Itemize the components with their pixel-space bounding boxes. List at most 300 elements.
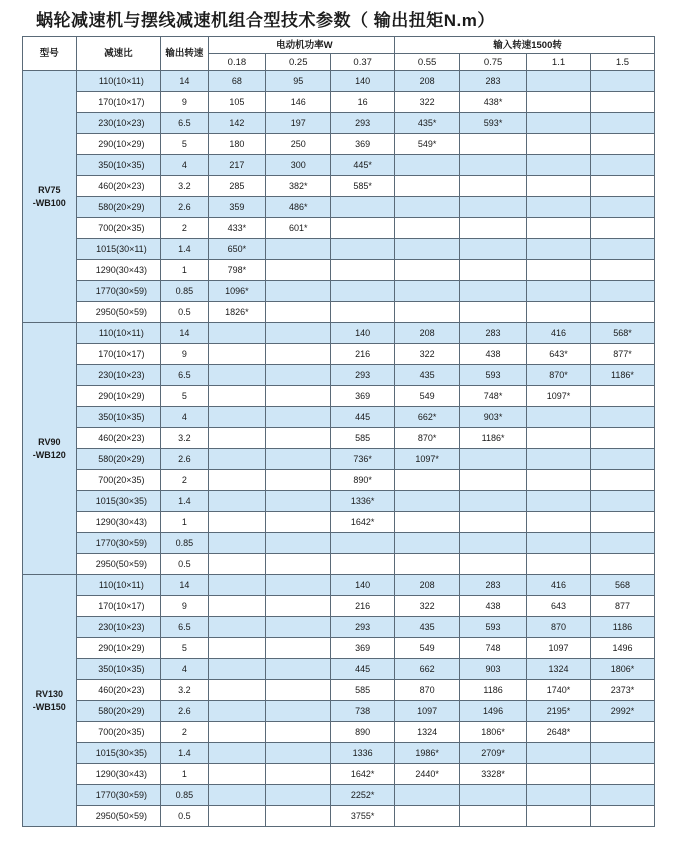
- torque-cell: [590, 407, 654, 428]
- table-row: [23, 659, 655, 680]
- ratio-cell: 1770(30×59): [76, 785, 161, 806]
- table-row: [23, 701, 655, 722]
- torque-cell: [460, 155, 527, 176]
- torque-cell: [527, 92, 591, 113]
- torque-cell: 208: [395, 71, 460, 92]
- torque-cell: 1324: [527, 659, 591, 680]
- torque-cell: 416: [527, 575, 591, 596]
- table-row: [23, 680, 655, 701]
- torque-cell: 435: [395, 365, 460, 386]
- torque-cell: [208, 512, 266, 533]
- ratio-cell: 170(10×17): [76, 92, 161, 113]
- output-speed-cell: 14: [161, 71, 208, 92]
- torque-cell: 585*: [331, 176, 395, 197]
- torque-cell: 2252*: [331, 785, 395, 806]
- output-speed-cell: 1: [161, 764, 208, 785]
- torque-cell: [266, 764, 331, 785]
- torque-cell: 197: [266, 113, 331, 134]
- ratio-cell: 1015(30×35): [76, 491, 161, 512]
- table-row: [23, 365, 655, 386]
- output-speed-cell: 6.5: [161, 365, 208, 386]
- output-speed-cell: 5: [161, 134, 208, 155]
- torque-cell: [208, 323, 266, 344]
- torque-cell: [208, 617, 266, 638]
- ratio-cell: 580(20×29): [76, 449, 161, 470]
- table-row: [23, 134, 655, 155]
- torque-cell: 870*: [395, 428, 460, 449]
- torque-cell: [527, 743, 591, 764]
- torque-cell: [527, 554, 591, 575]
- ratio-cell: 700(20×35): [76, 722, 161, 743]
- torque-cell: 3328*: [460, 764, 527, 785]
- torque-cell: [590, 302, 654, 323]
- power-header: 0.18: [208, 54, 266, 71]
- ratio-cell: 350(10×35): [76, 155, 161, 176]
- torque-cell: [395, 155, 460, 176]
- table-row: [23, 407, 655, 428]
- table-row: [23, 260, 655, 281]
- torque-cell: [460, 176, 527, 197]
- torque-cell: [527, 806, 591, 827]
- torque-cell: [590, 743, 654, 764]
- torque-cell: [527, 260, 591, 281]
- output-speed-cell: 9: [161, 344, 208, 365]
- torque-cell: 435*: [395, 113, 460, 134]
- torque-cell: 359: [208, 197, 266, 218]
- torque-cell: [395, 260, 460, 281]
- torque-cell: 1097: [527, 638, 591, 659]
- torque-cell: [208, 470, 266, 491]
- torque-cell: 1336: [331, 743, 395, 764]
- torque-cell: 568: [590, 575, 654, 596]
- torque-cell: [266, 512, 331, 533]
- torque-cell: [331, 239, 395, 260]
- torque-cell: 1186*: [590, 365, 654, 386]
- torque-cell: 1097*: [395, 449, 460, 470]
- torque-cell: 798*: [208, 260, 266, 281]
- torque-cell: [460, 197, 527, 218]
- torque-cell: [590, 785, 654, 806]
- torque-cell: 643: [527, 596, 591, 617]
- torque-cell: 593: [460, 617, 527, 638]
- ratio-header: 减速比: [76, 37, 161, 71]
- torque-cell: 549: [395, 386, 460, 407]
- output-speed-cell: 4: [161, 407, 208, 428]
- page-title: 蜗轮减速机与摆线减速机组合型技术参数（ 输出扭矩N.m）: [36, 11, 495, 30]
- torque-cell: [208, 596, 266, 617]
- output-speed-cell: 2.6: [161, 197, 208, 218]
- torque-cell: [527, 533, 591, 554]
- torque-cell: 549*: [395, 134, 460, 155]
- torque-cell: 216: [331, 344, 395, 365]
- output-speed-cell: 9: [161, 596, 208, 617]
- torque-cell: [460, 785, 527, 806]
- ratio-cell: 230(10×23): [76, 365, 161, 386]
- table-row: [23, 386, 655, 407]
- table-row: [23, 71, 655, 92]
- output-speed-cell: 6.5: [161, 113, 208, 134]
- torque-cell: 322: [395, 596, 460, 617]
- torque-cell: [590, 722, 654, 743]
- torque-cell: 438: [460, 596, 527, 617]
- model-cell: RV130 -WB150: [23, 575, 77, 827]
- output-speed-cell: 2: [161, 218, 208, 239]
- torque-cell: [460, 239, 527, 260]
- torque-cell: [331, 554, 395, 575]
- torque-cell: 1186*: [460, 428, 527, 449]
- torque-cell: [590, 92, 654, 113]
- torque-cell: [266, 365, 331, 386]
- ratio-cell: 1290(30×43): [76, 764, 161, 785]
- torque-cell: [208, 764, 266, 785]
- torque-cell: [460, 218, 527, 239]
- torque-cell: [590, 491, 654, 512]
- torque-cell: [590, 554, 654, 575]
- ratio-cell: 1290(30×43): [76, 512, 161, 533]
- torque-cell: [208, 533, 266, 554]
- torque-cell: 1826*: [208, 302, 266, 323]
- torque-cell: [266, 680, 331, 701]
- ratio-cell: 290(10×29): [76, 134, 161, 155]
- torque-cell: [266, 428, 331, 449]
- torque-cell: [266, 344, 331, 365]
- ratio-cell: 1015(30×35): [76, 743, 161, 764]
- torque-cell: 438: [460, 344, 527, 365]
- ratio-cell: 580(20×29): [76, 701, 161, 722]
- output-speed-cell: 9: [161, 92, 208, 113]
- table-row: [23, 596, 655, 617]
- torque-cell: [395, 239, 460, 260]
- torque-cell: [266, 806, 331, 827]
- torque-cell: [460, 806, 527, 827]
- torque-cell: 216: [331, 596, 395, 617]
- torque-cell: [527, 239, 591, 260]
- torque-cell: 748*: [460, 386, 527, 407]
- torque-cell: [395, 512, 460, 533]
- model-header: 型号: [23, 37, 77, 71]
- torque-cell: [266, 785, 331, 806]
- ratio-cell: 700(20×35): [76, 218, 161, 239]
- torque-cell: 1186: [460, 680, 527, 701]
- torque-cell: [208, 491, 266, 512]
- table-row: [23, 806, 655, 827]
- torque-cell: 736*: [331, 449, 395, 470]
- torque-cell: 95: [266, 71, 331, 92]
- torque-cell: [395, 806, 460, 827]
- torque-cell: [266, 743, 331, 764]
- table-row: [23, 239, 655, 260]
- torque-cell: 140: [331, 575, 395, 596]
- table-row: [23, 323, 655, 344]
- torque-cell: 369: [331, 134, 395, 155]
- torque-cell: [395, 554, 460, 575]
- torque-cell: 140: [331, 71, 395, 92]
- output-speed-cell: 4: [161, 155, 208, 176]
- torque-cell: [395, 302, 460, 323]
- torque-cell: [460, 281, 527, 302]
- table-row: [23, 554, 655, 575]
- torque-cell: [527, 491, 591, 512]
- header-row-1: [23, 37, 655, 54]
- torque-cell: 250: [266, 134, 331, 155]
- ratio-cell: 1015(30×11): [76, 239, 161, 260]
- torque-cell: 322: [395, 92, 460, 113]
- output-speed-cell: 0.5: [161, 554, 208, 575]
- power-header: 0.37: [331, 54, 395, 71]
- torque-cell: [208, 428, 266, 449]
- torque-cell: [266, 722, 331, 743]
- ratio-cell: 350(10×35): [76, 659, 161, 680]
- ratio-cell: 290(10×29): [76, 386, 161, 407]
- table-row: [23, 617, 655, 638]
- torque-cell: [590, 113, 654, 134]
- torque-cell: 140: [331, 323, 395, 344]
- torque-cell: [208, 344, 266, 365]
- ratio-cell: 2950(50×59): [76, 302, 161, 323]
- torque-cell: [590, 470, 654, 491]
- power-header: 0.75: [460, 54, 527, 71]
- output-speed-cell: 1.4: [161, 743, 208, 764]
- output-speed-header: 输出转速: [161, 37, 208, 71]
- torque-cell: 662: [395, 659, 460, 680]
- torque-cell: 208: [395, 575, 460, 596]
- torque-cell: [527, 785, 591, 806]
- output-speed-cell: 2.6: [161, 701, 208, 722]
- output-speed-cell: 14: [161, 575, 208, 596]
- output-speed-cell: 6.5: [161, 617, 208, 638]
- torque-cell: 208: [395, 323, 460, 344]
- ratio-cell: 230(10×23): [76, 113, 161, 134]
- ratio-cell: 2950(50×59): [76, 806, 161, 827]
- table-row: [23, 470, 655, 491]
- torque-cell: [590, 428, 654, 449]
- torque-cell: 322: [395, 344, 460, 365]
- table-row: [23, 491, 655, 512]
- torque-cell: 568*: [590, 323, 654, 344]
- torque-cell: [590, 134, 654, 155]
- torque-cell: 146: [266, 92, 331, 113]
- torque-cell: [590, 239, 654, 260]
- torque-cell: [395, 218, 460, 239]
- ratio-cell: 170(10×17): [76, 596, 161, 617]
- torque-cell: [527, 764, 591, 785]
- torque-cell: 283: [460, 71, 527, 92]
- torque-cell: [266, 701, 331, 722]
- torque-cell: 643*: [527, 344, 591, 365]
- torque-cell: [395, 197, 460, 218]
- ratio-cell: 1770(30×59): [76, 281, 161, 302]
- torque-cell: 870*: [527, 365, 591, 386]
- torque-cell: [266, 638, 331, 659]
- torque-cell: [527, 71, 591, 92]
- torque-cell: 662*: [395, 407, 460, 428]
- torque-cell: [590, 155, 654, 176]
- torque-cell: [208, 365, 266, 386]
- torque-cell: 68: [208, 71, 266, 92]
- torque-cell: [590, 71, 654, 92]
- torque-cell: [266, 323, 331, 344]
- torque-cell: 1806*: [590, 659, 654, 680]
- torque-cell: 1740*: [527, 680, 591, 701]
- output-speed-cell: 5: [161, 386, 208, 407]
- output-speed-cell: 1.4: [161, 491, 208, 512]
- motor-power-header: 电动机功率W: [208, 37, 395, 54]
- torque-cell: 142: [208, 113, 266, 134]
- table-row: [23, 197, 655, 218]
- torque-cell: 870: [527, 617, 591, 638]
- output-speed-cell: 0.85: [161, 281, 208, 302]
- output-speed-cell: 4: [161, 659, 208, 680]
- torque-cell: [527, 197, 591, 218]
- torque-cell: [395, 176, 460, 197]
- torque-cell: [266, 575, 331, 596]
- torque-cell: 1496: [460, 701, 527, 722]
- table-row: [23, 155, 655, 176]
- ratio-cell: 700(20×35): [76, 470, 161, 491]
- ratio-cell: 1770(30×59): [76, 533, 161, 554]
- table-row: [23, 218, 655, 239]
- torque-cell: 293: [331, 365, 395, 386]
- table-row: [23, 764, 655, 785]
- torque-cell: 1324: [395, 722, 460, 743]
- torque-cell: 445: [331, 407, 395, 428]
- torque-cell: [590, 806, 654, 827]
- output-speed-cell: 5: [161, 638, 208, 659]
- torque-cell: [527, 218, 591, 239]
- torque-cell: 16: [331, 92, 395, 113]
- torque-cell: 593: [460, 365, 527, 386]
- output-speed-cell: 2: [161, 722, 208, 743]
- table-row: [23, 302, 655, 323]
- power-header: 1.5: [590, 54, 654, 71]
- torque-cell: [460, 449, 527, 470]
- torque-cell: [590, 386, 654, 407]
- torque-cell: 1986*: [395, 743, 460, 764]
- torque-cell: [527, 470, 591, 491]
- model-cell: RV90 -WB120: [23, 323, 77, 575]
- table-row: [23, 743, 655, 764]
- power-header: 1.1: [527, 54, 591, 71]
- torque-cell: 293: [331, 617, 395, 638]
- torque-cell: [208, 554, 266, 575]
- ratio-cell: 580(20×29): [76, 197, 161, 218]
- torque-cell: 283: [460, 575, 527, 596]
- torque-cell: [266, 407, 331, 428]
- table-row: [23, 344, 655, 365]
- torque-cell: 870: [395, 680, 460, 701]
- ratio-cell: 170(10×17): [76, 344, 161, 365]
- torque-cell: [208, 386, 266, 407]
- torque-cell: [527, 281, 591, 302]
- ratio-cell: 350(10×35): [76, 407, 161, 428]
- input-speed-header: 输入转速1500转: [395, 37, 655, 54]
- table-row: [23, 92, 655, 113]
- torque-cell: 382*: [266, 176, 331, 197]
- table-row: [23, 533, 655, 554]
- torque-cell: 650*: [208, 239, 266, 260]
- torque-cell: 877: [590, 596, 654, 617]
- torque-cell: [266, 260, 331, 281]
- torque-cell: 283: [460, 323, 527, 344]
- torque-cell: [590, 260, 654, 281]
- ratio-cell: 110(10×11): [76, 575, 161, 596]
- torque-cell: [331, 302, 395, 323]
- table-row: [23, 176, 655, 197]
- torque-cell: 438*: [460, 92, 527, 113]
- torque-cell: [527, 302, 591, 323]
- torque-cell: [395, 491, 460, 512]
- torque-cell: 903: [460, 659, 527, 680]
- table-row: [23, 449, 655, 470]
- torque-cell: 1097*: [527, 386, 591, 407]
- torque-cell: 1642*: [331, 764, 395, 785]
- output-speed-cell: 1.4: [161, 239, 208, 260]
- torque-cell: [266, 596, 331, 617]
- torque-cell: [208, 575, 266, 596]
- torque-cell: 2373*: [590, 680, 654, 701]
- torque-cell: 1096*: [208, 281, 266, 302]
- table-row: [23, 281, 655, 302]
- ratio-cell: 290(10×29): [76, 638, 161, 659]
- output-speed-cell: 0.5: [161, 806, 208, 827]
- output-speed-cell: 3.2: [161, 680, 208, 701]
- torque-cell: 1496: [590, 638, 654, 659]
- torque-cell: 445: [331, 659, 395, 680]
- spec-table: [22, 36, 655, 827]
- torque-cell: [460, 554, 527, 575]
- output-speed-cell: 2: [161, 470, 208, 491]
- torque-cell: [590, 512, 654, 533]
- torque-cell: [395, 785, 460, 806]
- torque-cell: [395, 533, 460, 554]
- torque-cell: 433*: [208, 218, 266, 239]
- table-row: [23, 428, 655, 449]
- torque-cell: [208, 806, 266, 827]
- torque-cell: 890*: [331, 470, 395, 491]
- ratio-cell: 1290(30×43): [76, 260, 161, 281]
- table-row: [23, 638, 655, 659]
- torque-cell: [266, 470, 331, 491]
- torque-cell: 748: [460, 638, 527, 659]
- torque-cell: [527, 134, 591, 155]
- output-speed-cell: 3.2: [161, 428, 208, 449]
- torque-cell: 1186: [590, 617, 654, 638]
- torque-cell: 369: [331, 386, 395, 407]
- torque-cell: [460, 302, 527, 323]
- torque-cell: 300: [266, 155, 331, 176]
- torque-cell: [460, 533, 527, 554]
- torque-cell: [590, 197, 654, 218]
- torque-cell: 601*: [266, 218, 331, 239]
- torque-cell: [527, 113, 591, 134]
- torque-cell: 369: [331, 638, 395, 659]
- torque-cell: 593*: [460, 113, 527, 134]
- output-speed-cell: 0.85: [161, 785, 208, 806]
- torque-cell: [527, 176, 591, 197]
- torque-cell: 435: [395, 617, 460, 638]
- output-speed-cell: 2.6: [161, 449, 208, 470]
- torque-cell: 2195*: [527, 701, 591, 722]
- torque-cell: [460, 470, 527, 491]
- torque-cell: 2709*: [460, 743, 527, 764]
- ratio-cell: 110(10×11): [76, 323, 161, 344]
- torque-cell: 890: [331, 722, 395, 743]
- torque-cell: [208, 638, 266, 659]
- torque-cell: 2440*: [395, 764, 460, 785]
- output-speed-cell: 14: [161, 323, 208, 344]
- output-speed-cell: 0.5: [161, 302, 208, 323]
- torque-cell: [266, 659, 331, 680]
